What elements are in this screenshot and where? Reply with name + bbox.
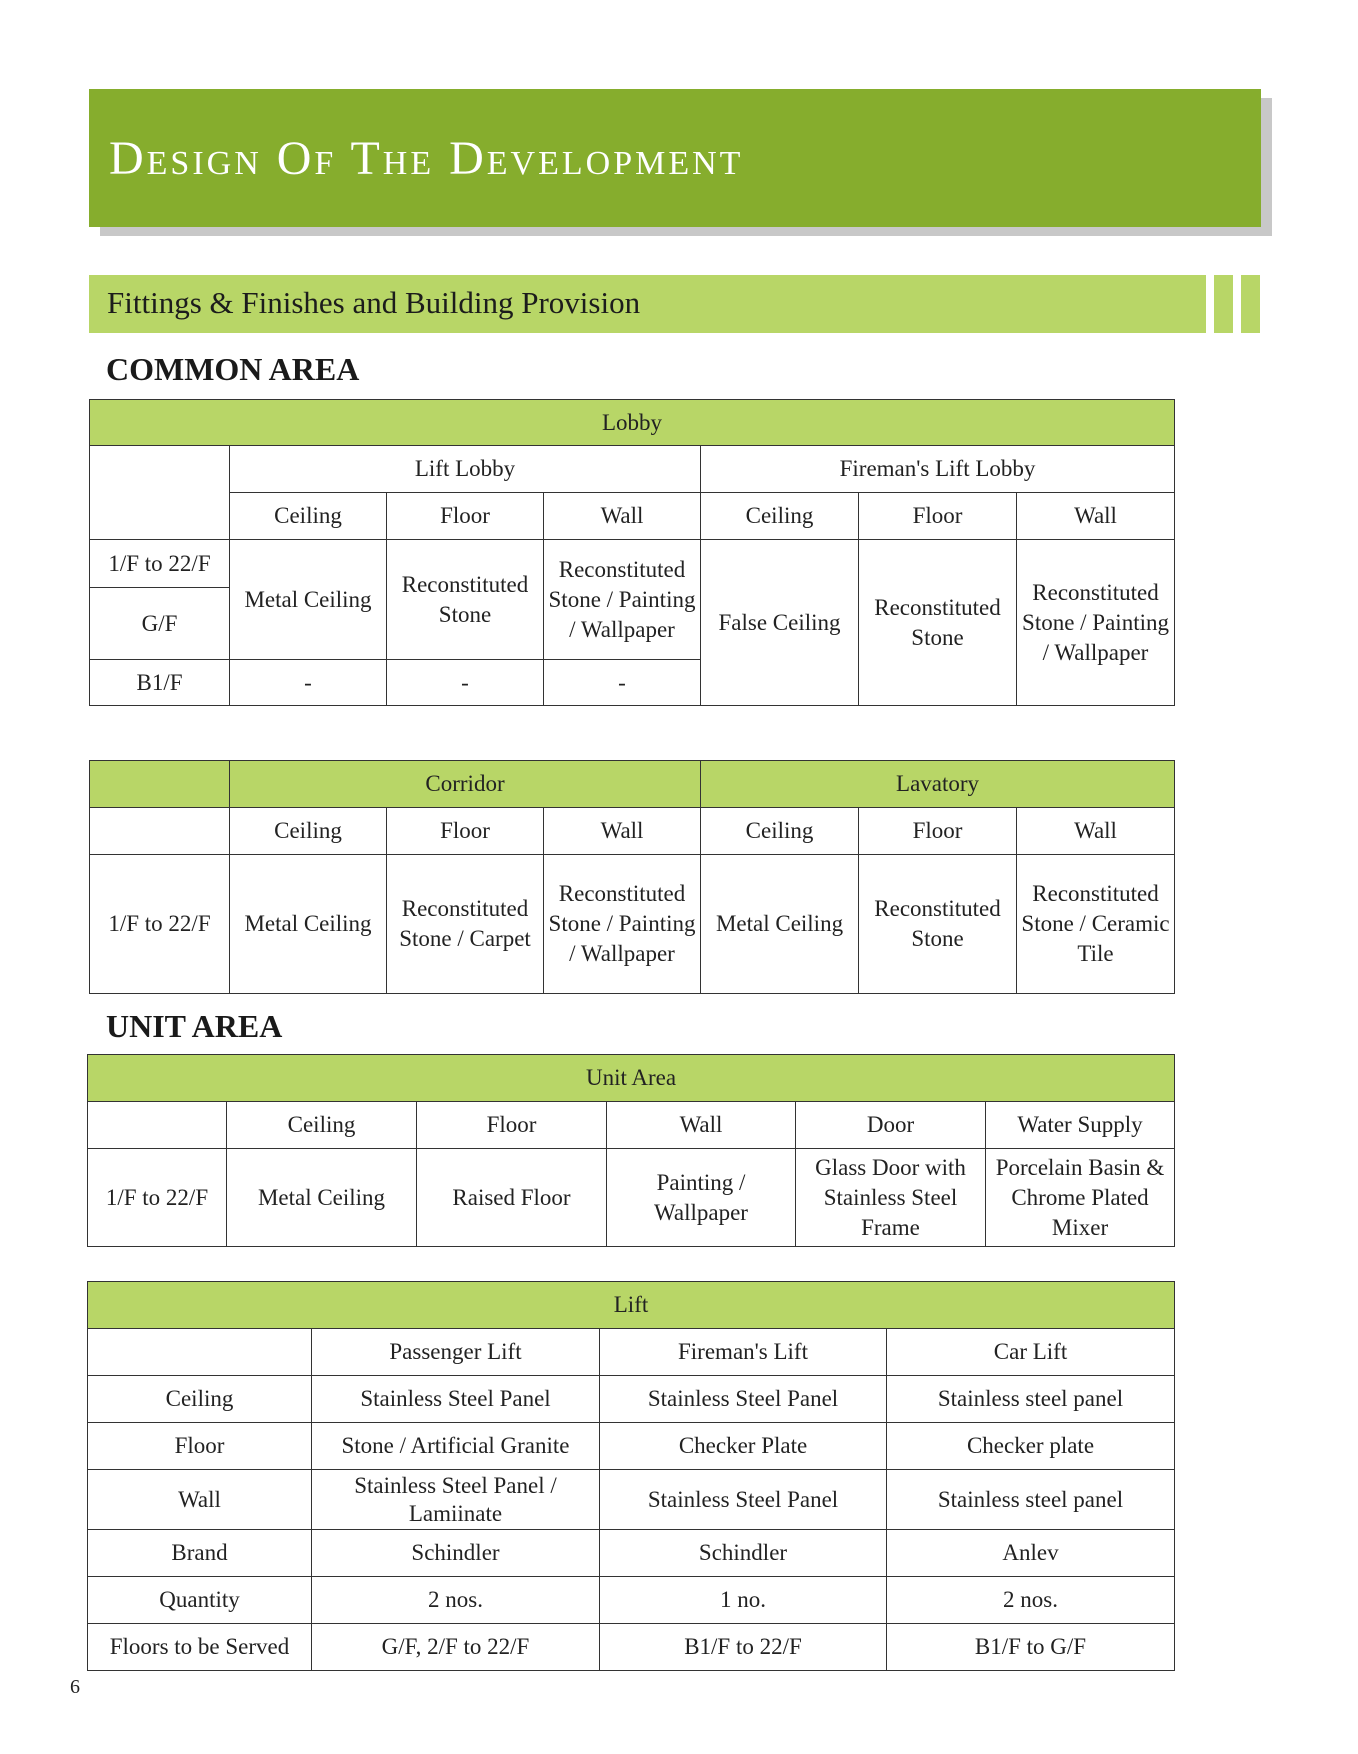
blank-cell bbox=[90, 808, 230, 855]
row-label: Ceiling bbox=[88, 1376, 312, 1423]
table-cell: Stainless Steel Panel bbox=[600, 1376, 887, 1423]
lift-table bbox=[87, 1281, 1175, 1671]
table-cell: False Ceiling bbox=[701, 540, 859, 706]
table-cell: Glass Door with Stainless Steel Frame bbox=[796, 1149, 986, 1247]
column-header: Floor bbox=[859, 493, 1017, 540]
column-header: Fireman's Lift bbox=[600, 1329, 887, 1376]
table-cell: Metal Ceiling bbox=[230, 540, 387, 660]
common-area-heading: COMMON AREA bbox=[106, 351, 360, 387]
table-cell: Stainless steel panel bbox=[887, 1376, 1175, 1423]
table-cell: - bbox=[230, 660, 387, 706]
table-cell: Reconstituted Stone bbox=[859, 855, 1017, 994]
unit-area-heading: UNIT AREA bbox=[106, 1008, 283, 1044]
column-header: Wall bbox=[544, 808, 701, 855]
table-cell: 2 nos. bbox=[312, 1577, 600, 1624]
table-cell: Stainless Steel Panel bbox=[312, 1376, 600, 1423]
lobby-title: Lobby bbox=[90, 400, 1175, 446]
column-header: Ceiling bbox=[701, 808, 859, 855]
table-cell: Painting / Wallpaper bbox=[607, 1149, 796, 1247]
row-label: 1/F to 22/F bbox=[90, 540, 230, 588]
table-cell: Stainless Steel Panel bbox=[600, 1470, 887, 1530]
column-header: Floor bbox=[417, 1102, 607, 1149]
column-header: Wall bbox=[1017, 808, 1175, 855]
page-number: 6 bbox=[70, 1676, 80, 1698]
row-label: Brand bbox=[88, 1530, 312, 1577]
column-header: Ceiling bbox=[230, 493, 387, 540]
table-cell: Metal Ceiling bbox=[701, 855, 859, 994]
table-cell: B1/F to G/F bbox=[887, 1624, 1175, 1671]
table-cell: Stone / Artificial Granite bbox=[312, 1423, 600, 1470]
table-cell: B1/F to 22/F bbox=[600, 1624, 887, 1671]
section-bar bbox=[89, 275, 1206, 333]
section-title: Fittings & Finishes and Building Provision bbox=[107, 285, 641, 320]
column-header: Door bbox=[796, 1102, 986, 1149]
corridor-lavatory-table bbox=[89, 760, 1175, 994]
column-header: Water Supply bbox=[986, 1102, 1175, 1149]
column-header: Wall bbox=[1017, 493, 1175, 540]
column-header: Passenger Lift bbox=[312, 1329, 600, 1376]
column-header: Car Lift bbox=[887, 1329, 1175, 1376]
row-label: G/F bbox=[90, 588, 230, 660]
table-cell: Reconstituted Stone / Carpet bbox=[387, 855, 544, 994]
decorative-bar bbox=[1241, 275, 1260, 333]
table-cell: - bbox=[544, 660, 701, 706]
blank-cell bbox=[88, 1102, 227, 1149]
blank-cell bbox=[88, 1329, 312, 1376]
table-cell: Reconstituted Stone / Painting / Wallpaper bbox=[544, 540, 701, 660]
table-cell: Reconstituted Stone bbox=[387, 540, 544, 660]
row-label: B1/F bbox=[90, 660, 230, 706]
table-cell: G/F, 2/F to 22/F bbox=[312, 1624, 600, 1671]
table-cell: Checker plate bbox=[887, 1423, 1175, 1470]
lift-title: Lift bbox=[88, 1282, 1175, 1329]
table-cell: Reconstituted Stone / Ceramic Tile bbox=[1017, 855, 1175, 994]
row-label: 1/F to 22/F bbox=[88, 1149, 227, 1247]
row-label: Quantity bbox=[88, 1577, 312, 1624]
table-cell: Reconstituted Stone bbox=[859, 540, 1017, 706]
lavatory-title: Lavatory bbox=[701, 761, 1175, 808]
column-header: Floor bbox=[387, 493, 544, 540]
blank-cell bbox=[90, 446, 230, 540]
table-cell: Anlev bbox=[887, 1530, 1175, 1577]
row-label: Wall bbox=[88, 1470, 312, 1530]
unit-area-title: Unit Area bbox=[88, 1055, 1175, 1102]
table-cell: Checker Plate bbox=[600, 1423, 887, 1470]
table-cell: Reconstituted Stone / Painting / Wallpaper bbox=[544, 855, 701, 994]
table-cell: - bbox=[387, 660, 544, 706]
table-cell: Metal Ceiling bbox=[230, 855, 387, 994]
corridor-title: Corridor bbox=[230, 761, 701, 808]
group-header: Fireman's Lift Lobby bbox=[701, 446, 1175, 493]
row-label: Floors to be Served bbox=[88, 1624, 312, 1671]
blank-cell bbox=[90, 761, 230, 808]
table-cell: Schindler bbox=[312, 1530, 600, 1577]
row-label: 1/F to 22/F bbox=[90, 855, 230, 994]
column-header: Ceiling bbox=[230, 808, 387, 855]
row-label: Floor bbox=[88, 1423, 312, 1470]
decorative-bar bbox=[1214, 275, 1233, 333]
table-cell: Reconstituted Stone / Painting / Wallpaper bbox=[1017, 540, 1175, 706]
unit-area-table bbox=[87, 1054, 1175, 1247]
table-cell: Porcelain Basin & Chrome Plated Mixer bbox=[986, 1149, 1175, 1247]
table-cell: Stainless steel panel bbox=[887, 1470, 1175, 1530]
table-cell: Metal Ceiling bbox=[227, 1149, 417, 1247]
group-header: Lift Lobby bbox=[230, 446, 701, 493]
lobby-table bbox=[89, 399, 1175, 706]
table-cell: Stainless Steel Panel / Lamiinate bbox=[312, 1470, 600, 1530]
title-banner bbox=[89, 89, 1261, 227]
column-header: Ceiling bbox=[701, 493, 859, 540]
column-header: Wall bbox=[607, 1102, 796, 1149]
table-cell: Schindler bbox=[600, 1530, 887, 1577]
column-header: Floor bbox=[859, 808, 1017, 855]
column-header: Ceiling bbox=[227, 1102, 417, 1149]
table-cell: 1 no. bbox=[600, 1577, 887, 1624]
table-cell: 2 nos. bbox=[887, 1577, 1175, 1624]
column-header: Floor bbox=[387, 808, 544, 855]
table-cell: Raised Floor bbox=[417, 1149, 607, 1247]
page-title: Design Of The Development bbox=[109, 132, 744, 185]
column-header: Wall bbox=[544, 493, 701, 540]
